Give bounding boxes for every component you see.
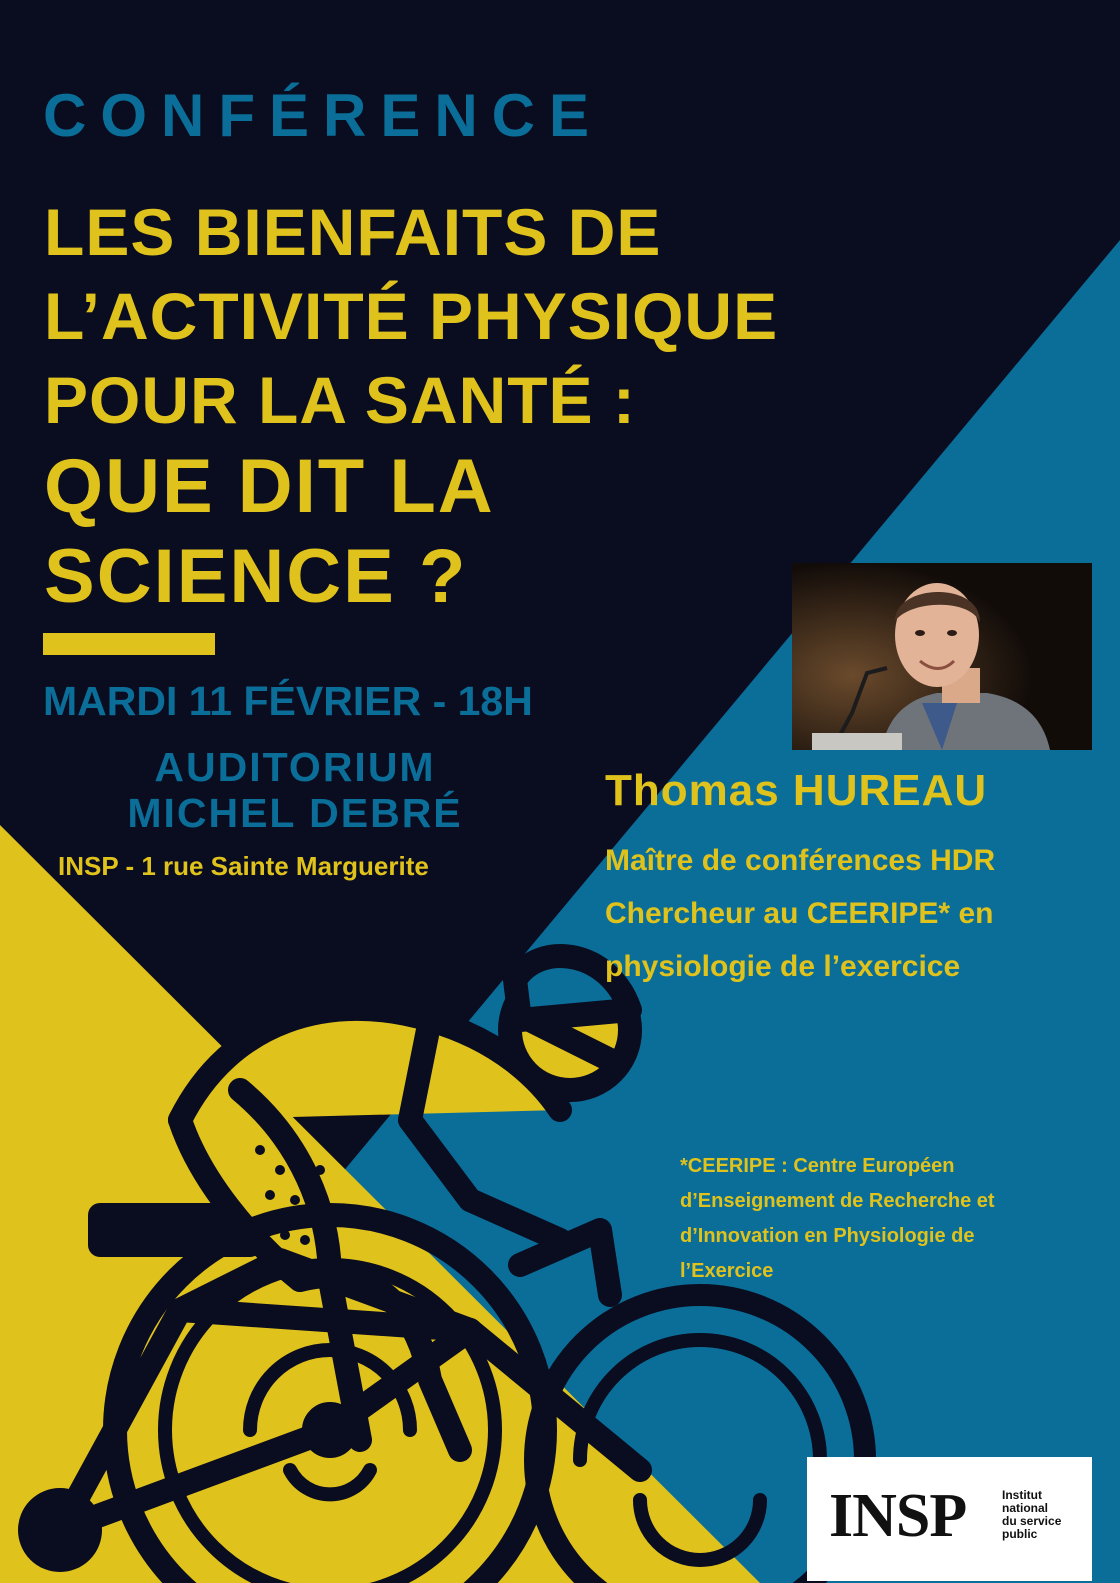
insp-logo [807,1457,1092,1581]
speaker-name: Thomas HUREAU [605,766,988,815]
event-type-label: CONFÉRENCE [43,82,604,149]
logo-wordmark: INSP [829,1482,967,1550]
title-line: POUR LA SANTÉ : [44,363,636,437]
speaker-title [605,834,1105,993]
footnote-line: *CEERIPE : Centre Européen [680,1155,955,1177]
footnote-line: d’Enseignement de Recherche et [680,1190,995,1212]
speaker-role-line: Chercheur au CEERIPE* en [605,897,994,930]
divider-bar [43,633,215,655]
conference-title [44,190,864,622]
venue-line: AUDITORIUM [154,744,436,790]
logo-subtitle-line: public [1002,1527,1038,1541]
acronym-footnote [680,1149,1100,1289]
title-line: L’ACTIVITÉ PHYSIQUE [44,279,779,353]
event-address: INSP - 1 rue Sainte Marguerite [58,851,429,881]
title-line: LES BIENFAITS DE [44,195,662,269]
footnote-line: d’Innovation en Physiologie de [680,1225,975,1247]
speaker-portrait-illustration [792,563,1092,750]
venue-line: MICHEL DEBRÉ [127,790,463,836]
logo-subtitle-line: national [1002,1501,1049,1515]
speaker-photo [792,563,1092,750]
logo-subtitle-line: Institut [1002,1488,1042,1502]
speaker-role-line: physiologie de l’exercice [605,950,961,983]
event-date: MARDI 11 FÉVRIER - 18H [43,678,533,724]
title-line: QUE DIT LA [44,444,495,529]
speaker-role-line: Maître de conférences HDR [605,844,996,877]
logo-subtitle-line: du service [1002,1514,1062,1528]
title-line: SCIENCE ? [44,534,468,619]
event-venue [70,744,520,836]
logo-subtitle [1002,1489,1061,1541]
footnote-line: l’Exercice [680,1260,774,1282]
